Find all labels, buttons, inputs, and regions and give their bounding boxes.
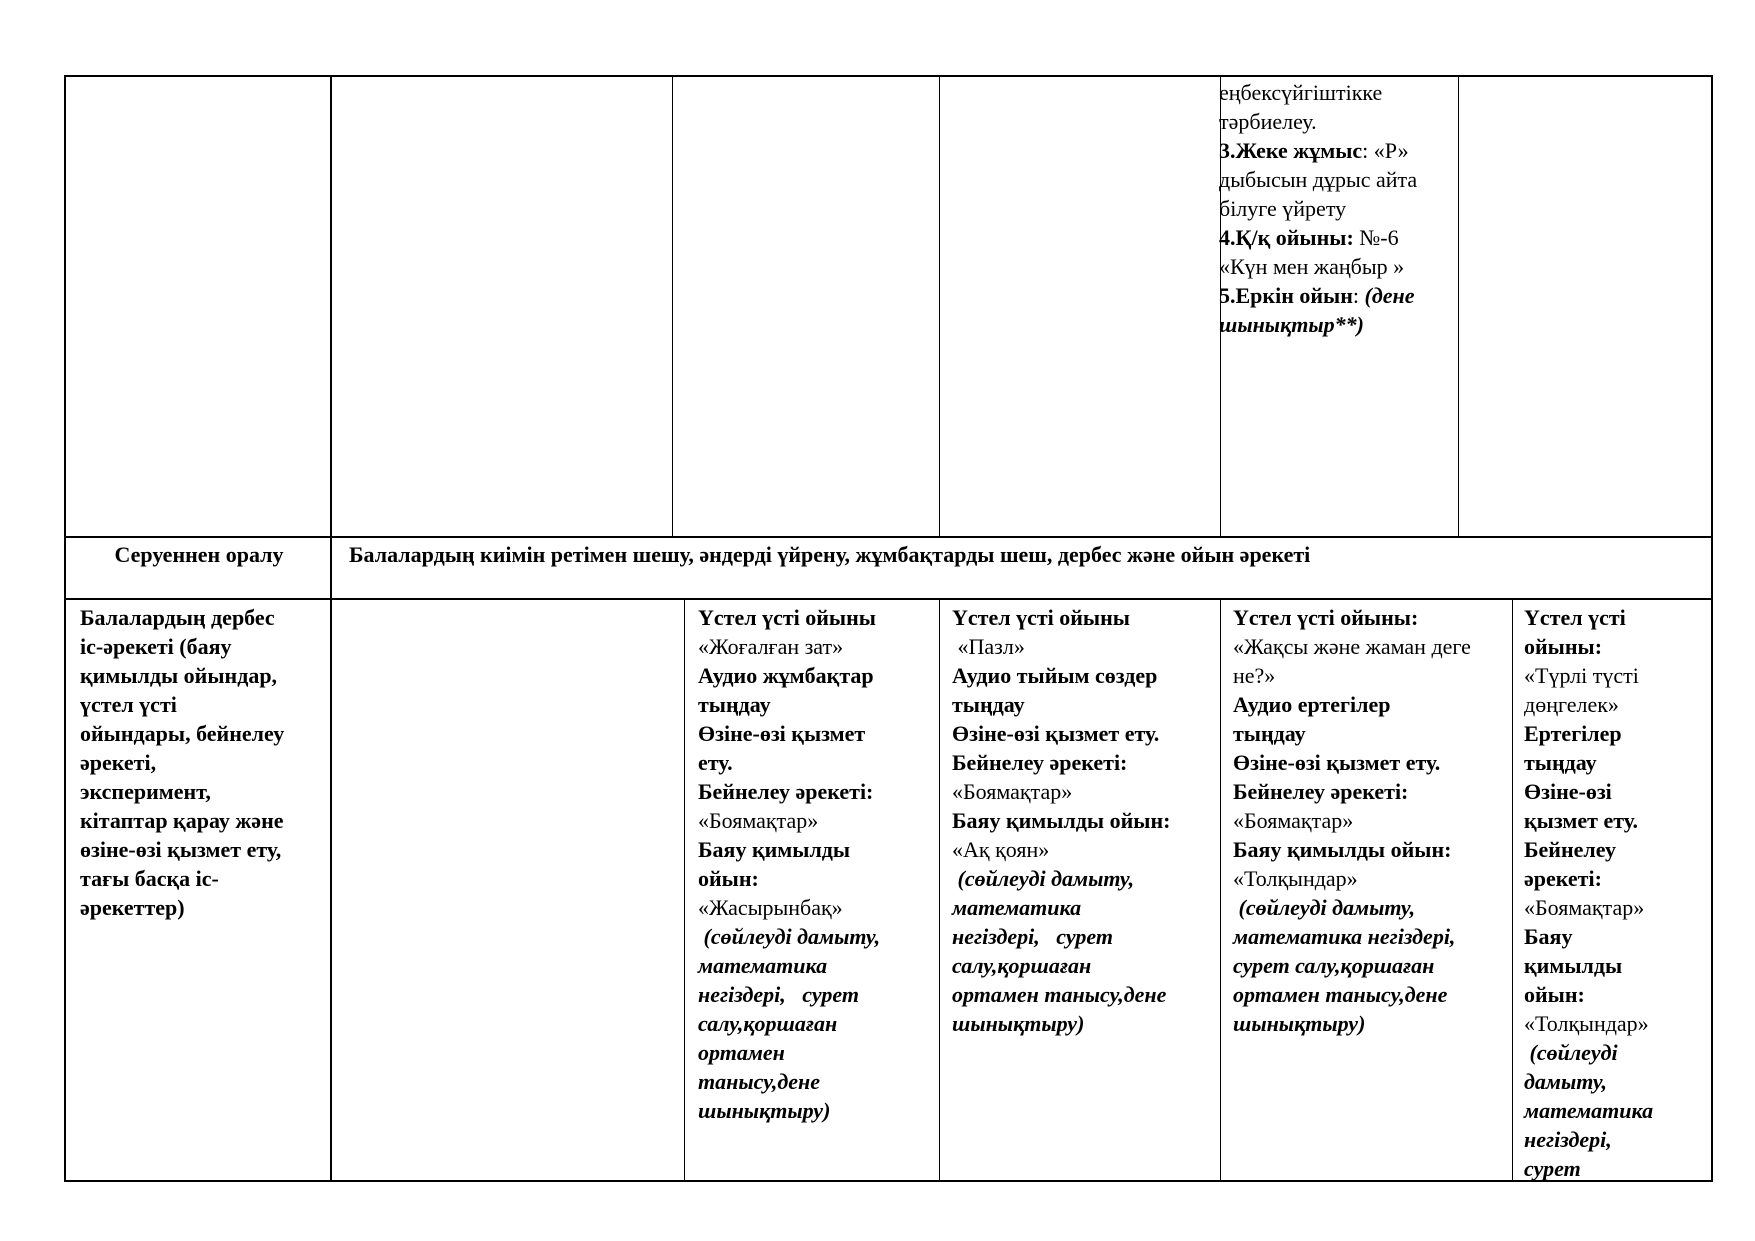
row1-col-divider xyxy=(672,75,673,536)
text-line: үстел үсті xyxy=(80,692,177,717)
text-line: кітаптар қарау және xyxy=(80,808,284,833)
activity-cell-day-3 xyxy=(698,603,938,1125)
activity-line: ойын: xyxy=(698,866,759,891)
activity-line: тыңдау xyxy=(698,692,771,717)
activity-line: математика xyxy=(698,953,828,978)
activity-line: (сөйлеуді дамыту, xyxy=(698,924,881,949)
activity-line: дөңгелек» xyxy=(1524,692,1619,717)
activity-line: ойын: xyxy=(1524,982,1585,1007)
activity-line: ету. xyxy=(698,750,733,775)
text-line: қимылды ойындар, xyxy=(80,663,278,688)
activity-line: Өзіне-өзі xyxy=(1524,779,1612,804)
text-fragment: : «Р» xyxy=(1362,138,1409,163)
activity-line: негіздері, сурет xyxy=(952,924,1113,949)
movement-game-heading: 4.Қ/қ ойыны: xyxy=(1219,225,1354,250)
text-line: «Күн мен жаңбыр » xyxy=(1219,254,1405,279)
activity-line: қимылды xyxy=(1524,953,1623,978)
text-line: іс-әрекеті (баяу xyxy=(80,634,232,659)
activity-line: (сөйлеуді дамыту, xyxy=(1233,895,1416,920)
activity-line: Өзіне-өзі қызмет ету. xyxy=(1233,750,1441,775)
activity-line: не?» xyxy=(1233,663,1276,688)
activity-line: «Боямақтар» xyxy=(1233,808,1354,833)
text-line: ойындары, бейнелеу xyxy=(80,721,285,746)
activity-line: Өзіне-өзі қызмет ету. xyxy=(952,721,1160,746)
activity-line: шынықтыру) xyxy=(1233,1011,1366,1036)
text-line: білуге үйрету xyxy=(1219,196,1347,221)
activity-line: «Ақ қоян» xyxy=(952,837,1050,862)
activity-line: «Боямақтар» xyxy=(1524,895,1645,920)
activity-line: ортамен xyxy=(698,1040,785,1065)
activity-line: Бейнелеу әрекеті: xyxy=(698,779,874,804)
activity-cell-day-5 xyxy=(1233,603,1511,1038)
text-line: өзіне-өзі қызмет ету, xyxy=(80,837,282,862)
activity-line: Бейнелеу әрекеті: xyxy=(1233,779,1409,804)
activity-line: Баяу қимылды xyxy=(698,837,851,862)
activity-line: негіздері, xyxy=(1524,1127,1612,1152)
row3-col-divider xyxy=(1512,598,1513,1182)
activity-line: Баяу қимылды ойын: xyxy=(952,808,1171,833)
activity-line: тыңдау xyxy=(1524,750,1597,775)
activity-line: «Толқындар» xyxy=(1524,1011,1649,1036)
return-from-walk-description: Балалардың киімін ретімен шешу, әндерді үйрену, жұмбақтарды шеш, дербес және ойын әрекеті xyxy=(349,542,1311,567)
individual-work-line xyxy=(1219,136,1455,165)
activity-line: «Жоғалған зат» xyxy=(698,634,844,659)
text-line: әрекеттер) xyxy=(80,895,185,920)
text-line: тәрбиелеу. xyxy=(1219,109,1317,134)
activity-line: Бейнелеу әрекеті: xyxy=(952,750,1128,775)
activity-line: «Жақсы және жаман деге xyxy=(1233,634,1471,659)
text-line: эксперимент, xyxy=(80,779,211,804)
text-fragment: (дене xyxy=(1364,283,1415,308)
activity-line: ортамен танысу,дене xyxy=(1233,982,1448,1007)
row3-col-divider xyxy=(1220,598,1221,1182)
activity-line: математика xyxy=(952,895,1082,920)
activity-line: ортамен танысу,дене xyxy=(952,982,1167,1007)
activity-line: «Толқындар» xyxy=(1233,866,1358,891)
activity-line: дамыту, xyxy=(1524,1069,1607,1094)
activity-line: Үстел үсті ойыны xyxy=(952,605,1130,630)
activity-line: Үстел үсті xyxy=(1524,605,1626,630)
activity-line: «Түрлі түсті xyxy=(1524,663,1639,688)
activity-line: сурет xyxy=(1524,1156,1581,1181)
activity-line: Аудио жұмбақтар xyxy=(698,663,874,688)
text-line: әрекеті, xyxy=(80,750,157,775)
activity-line: Аудио ертегілер xyxy=(1233,692,1391,717)
text-fragment: №-6 xyxy=(1353,225,1399,250)
activity-line: тыңдау xyxy=(952,692,1025,717)
row3-col-divider xyxy=(684,598,685,1182)
activity-line: Үстел үсті ойыны: xyxy=(1233,605,1419,630)
text-line: еңбексүйгіштікке xyxy=(1219,80,1383,105)
activity-line: сурет салу,қоршаған xyxy=(1233,953,1435,978)
activity-line: «Жасырынбақ» xyxy=(698,895,843,920)
text-fragment: : xyxy=(1352,283,1365,308)
activity-line: Үстел үсті ойыны xyxy=(698,605,876,630)
activity-line: Ертегілер xyxy=(1524,721,1622,746)
activity-line: тыңдау xyxy=(1233,721,1306,746)
activity-line: әрекеті: xyxy=(1524,866,1602,891)
activity-cell-day-4 xyxy=(952,603,1218,1038)
row1-col-divider xyxy=(939,75,940,536)
activity-line: Бейнелеу xyxy=(1524,837,1616,862)
activity-line: салу,қоршаған xyxy=(952,953,1092,978)
free-play-line xyxy=(1219,281,1455,310)
activity-line: қызмет ету. xyxy=(1524,808,1639,833)
activity-line: (сөйлеуді xyxy=(1524,1040,1618,1065)
row-divider-1 xyxy=(64,536,1713,538)
text-line: тағы басқа іс- xyxy=(80,866,219,891)
activity-cell-day-6 xyxy=(1524,603,1710,1183)
row-label-independent-activity xyxy=(80,603,328,922)
row3-col-divider xyxy=(939,598,940,1182)
activity-line: «Боямақтар» xyxy=(952,779,1073,804)
activity-line: Өзіне-өзі қызмет xyxy=(698,721,866,746)
row-label-return-from-walk: Серуеннен оралу xyxy=(114,542,284,567)
activity-line: Аудио тыйым сөздер xyxy=(952,663,1158,688)
activity-line: шынықтыру) xyxy=(952,1011,1085,1036)
activity-line: «Пазл» xyxy=(952,634,1025,659)
activity-line: Баяу қимылды ойын: xyxy=(1233,837,1452,862)
activity-line: негіздері, сурет xyxy=(698,982,859,1007)
activity-line: ойыны: xyxy=(1524,634,1603,659)
row1-col-divider xyxy=(1458,75,1459,536)
text-line: дыбысын дұрыс айта xyxy=(1219,167,1418,192)
text-line: Балалардың дербес xyxy=(80,605,275,630)
activity-line: (сөйлеуді дамыту, xyxy=(952,866,1135,891)
text-line: шынықтыр**) xyxy=(1219,312,1364,337)
activity-line: Баяу xyxy=(1524,924,1573,949)
activity-line: «Боямақтар» xyxy=(698,808,819,833)
activity-line: математика xyxy=(1524,1098,1654,1123)
activity-line: танысу,дене xyxy=(698,1069,821,1094)
col-divider-left xyxy=(330,75,332,1182)
activity-line: математика негіздері, xyxy=(1233,924,1456,949)
row-divider-2 xyxy=(64,598,1713,600)
activity-line: салу,қоршаған xyxy=(698,1011,838,1036)
movement-game-line xyxy=(1219,223,1455,252)
row1-activity-cell xyxy=(1219,78,1455,339)
free-play-heading: 5.Еркін ойын xyxy=(1219,283,1353,308)
activity-line: шынықтыру) xyxy=(698,1098,831,1123)
individual-work-heading: 3.Жеке жұмыс xyxy=(1219,138,1363,163)
